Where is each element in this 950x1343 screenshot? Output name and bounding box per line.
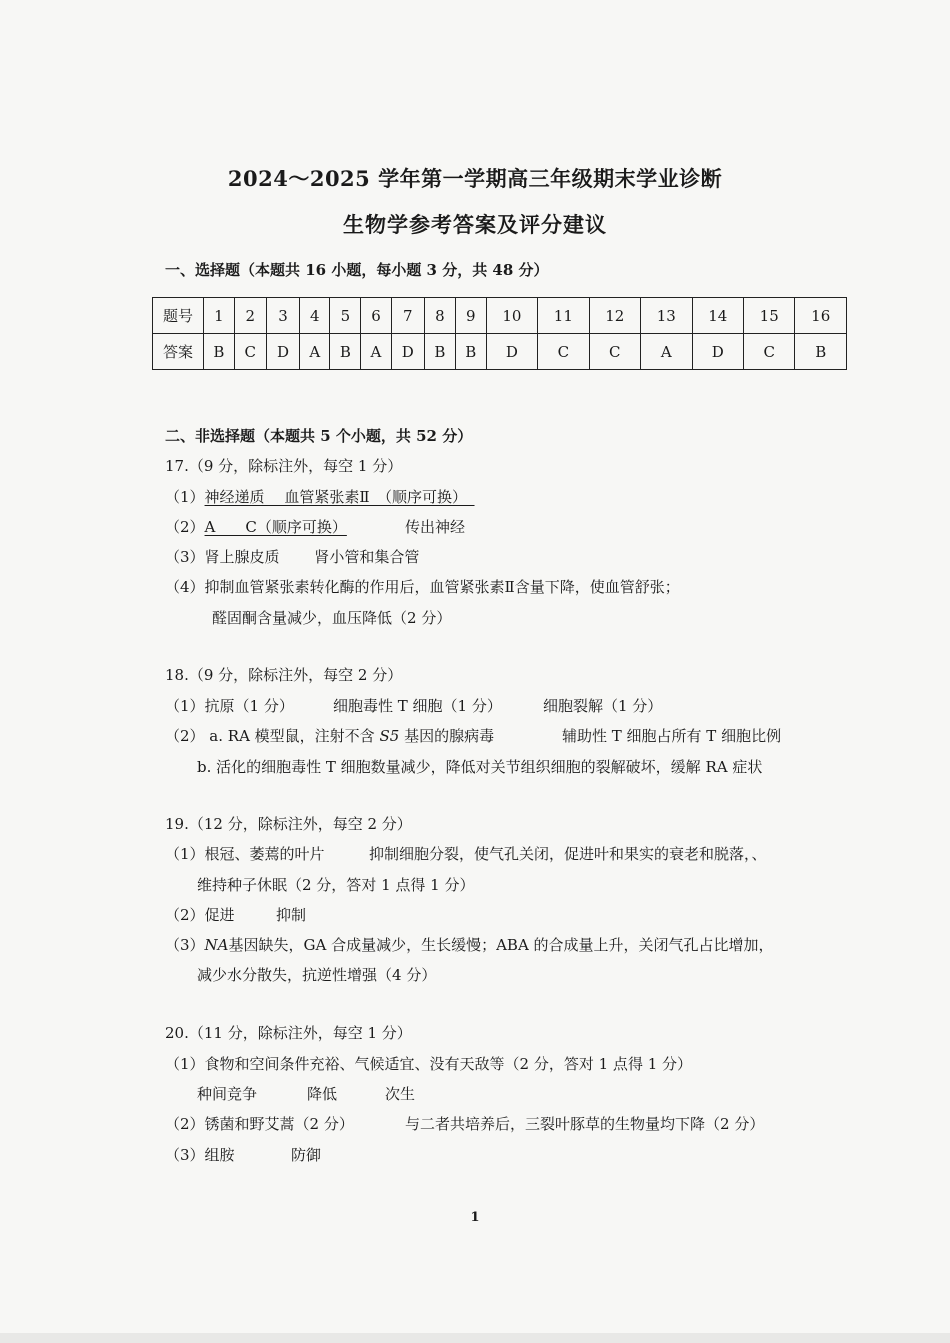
q19-answer-3 bbox=[165, 934, 774, 955]
question-number: 2 bbox=[234, 298, 266, 334]
section1-heading: 一、选择题（本题共 16 小题，每小题 3 分，共 48 分） bbox=[165, 261, 549, 279]
answer-cell: D bbox=[486, 334, 537, 370]
q20-answer-2a: （2）锈菌和野艾蒿（2 分） bbox=[165, 1115, 354, 1133]
q20-answer-1b-c: 次生 bbox=[385, 1085, 416, 1103]
question-number: 10 bbox=[486, 298, 537, 334]
item-number: （1） bbox=[165, 488, 205, 506]
q18-heading: 18.（9 分，除标注外，每空 2 分） bbox=[165, 666, 403, 684]
question-number: 4 bbox=[300, 298, 330, 334]
q18-answer-1b: 细胞毒性 T 细胞（1 分） bbox=[333, 697, 502, 715]
q20-answer-2b: 与二者共培养后，三裂叶豚草的生物量均下降（2 分） bbox=[405, 1115, 765, 1133]
page-number: 1 bbox=[470, 1210, 480, 1225]
q19-answer-1c: 维持种子休眠（2 分，答对 1 点得 1 分） bbox=[197, 876, 475, 894]
page-bottom-edge bbox=[0, 1333, 950, 1343]
question-number: 9 bbox=[455, 298, 486, 334]
gene-name: NA bbox=[204, 936, 229, 954]
item-number: （2） bbox=[165, 518, 205, 536]
q17-heading: 17.（9 分，除标注外，每空 1 分） bbox=[165, 457, 403, 475]
q19-answer-2b: 抑制 bbox=[276, 906, 307, 924]
row-label-question: 题号 bbox=[153, 298, 204, 334]
answer-cell: D bbox=[391, 334, 424, 370]
question-number: 6 bbox=[361, 298, 391, 334]
answer-row bbox=[153, 334, 847, 370]
answer-cell: D bbox=[692, 334, 743, 370]
q17-answer-4: （4）抑制血管紧张素转化酶的作用后，血管紧张素Ⅱ含量下降，使血管舒张； bbox=[165, 578, 680, 596]
text-segment: 基因缺失，GA 合成量减少，生长缓慢；ABA 的合成量上升，关闭气孔占比增加， bbox=[228, 936, 774, 954]
question-number: 14 bbox=[692, 298, 743, 334]
underlined-answer: A C（顺序可换） bbox=[204, 518, 347, 536]
q20-answer-1: （1）食物和空间条件充裕、气候适宜、没有天敌等（2 分，答对 1 点得 1 分） bbox=[165, 1055, 693, 1073]
question-number: 11 bbox=[538, 298, 589, 334]
gene-name: S5 bbox=[379, 727, 400, 745]
document-subtitle: 生物学参考答案及评分建议 bbox=[343, 212, 607, 237]
document-title: 2024～2025 学年第一学期高三年级期末学业诊断 bbox=[227, 166, 723, 191]
answer-cell: C bbox=[743, 334, 794, 370]
q20-answer-3b: 防御 bbox=[291, 1146, 322, 1164]
q17-answer-3: （3）肾上腺皮质 肾小管和集合管 bbox=[165, 548, 420, 566]
q19-answer-3-cont: 减少水分散失，抗逆性增强（4 分） bbox=[197, 966, 437, 984]
question-number: 12 bbox=[589, 298, 640, 334]
q17-answer-2 bbox=[165, 516, 347, 537]
underlined-answer: 神经递质 血管紧张素Ⅱ （顺序可换） bbox=[204, 488, 475, 506]
text-segment: 基因的腺病毒 bbox=[399, 727, 495, 745]
answer-cell: A bbox=[361, 334, 391, 370]
q18-answer-2b: b. 活化的细胞毒性 T 细胞数量减少，降低对关节组织细胞的裂解破坏，缓解 RA 症状 bbox=[197, 758, 763, 776]
q20-heading: 20.（11 分，除标注外，每空 1 分） bbox=[165, 1024, 412, 1042]
q17-answer-4-cont: 醛固酮含量减少，血压降低（2 分） bbox=[212, 609, 452, 627]
q20-answer-1b-a: 种间竞争 bbox=[197, 1085, 258, 1103]
answer-cell: B bbox=[204, 334, 235, 370]
q18-answer-1a: （1）抗原（1 分） bbox=[165, 697, 294, 715]
q18-answer-1c: 细胞裂解（1 分） bbox=[543, 697, 663, 715]
answer-cell: B bbox=[330, 334, 361, 370]
question-number: 16 bbox=[795, 298, 847, 334]
q20-answer-3a: （3）组胺 bbox=[165, 1146, 235, 1164]
q18-answer-2a bbox=[165, 725, 494, 746]
answer-table bbox=[152, 297, 847, 370]
question-number: 1 bbox=[204, 298, 235, 334]
answer-cell: A bbox=[300, 334, 330, 370]
answer-cell: C bbox=[589, 334, 640, 370]
answer-cell: C bbox=[234, 334, 266, 370]
answer-cell: D bbox=[266, 334, 299, 370]
question-number: 13 bbox=[641, 298, 692, 334]
question-number: 3 bbox=[266, 298, 299, 334]
answer-cell: A bbox=[641, 334, 692, 370]
q17-answer-1 bbox=[165, 486, 475, 507]
question-number: 5 bbox=[330, 298, 361, 334]
question-number-row bbox=[153, 298, 847, 334]
question-number: 8 bbox=[425, 298, 456, 334]
q19-answer-1b: 抑制细胞分裂，使气孔关闭，促进叶和果实的衰老和脱落，、 bbox=[369, 845, 767, 863]
q20-answer-1b-b: 降低 bbox=[307, 1085, 338, 1103]
text-segment: （2） a. RA 模型鼠，注射不含 bbox=[165, 727, 380, 745]
question-number: 7 bbox=[391, 298, 424, 334]
item-number: （3） bbox=[165, 936, 205, 954]
q19-answer-1a: （1）根冠、萎蔫的叶片 bbox=[165, 845, 325, 863]
question-number: 15 bbox=[743, 298, 794, 334]
q18-answer-2a-right: 辅助性 T 细胞占所有 T 细胞比例 bbox=[562, 727, 782, 745]
q19-answer-2a: （2）促进 bbox=[165, 906, 235, 924]
q19-heading: 19.（12 分，除标注外，每空 2 分） bbox=[165, 815, 412, 833]
section2-heading: 二、非选择题（本题共 5 个小题，共 52 分） bbox=[165, 427, 473, 445]
answer-cell: B bbox=[795, 334, 847, 370]
row-label-answer: 答案 bbox=[153, 334, 204, 370]
q17-answer-2-extra: 传出神经 bbox=[405, 518, 466, 536]
answer-cell: B bbox=[455, 334, 486, 370]
answer-cell: B bbox=[425, 334, 456, 370]
answer-cell: C bbox=[538, 334, 589, 370]
